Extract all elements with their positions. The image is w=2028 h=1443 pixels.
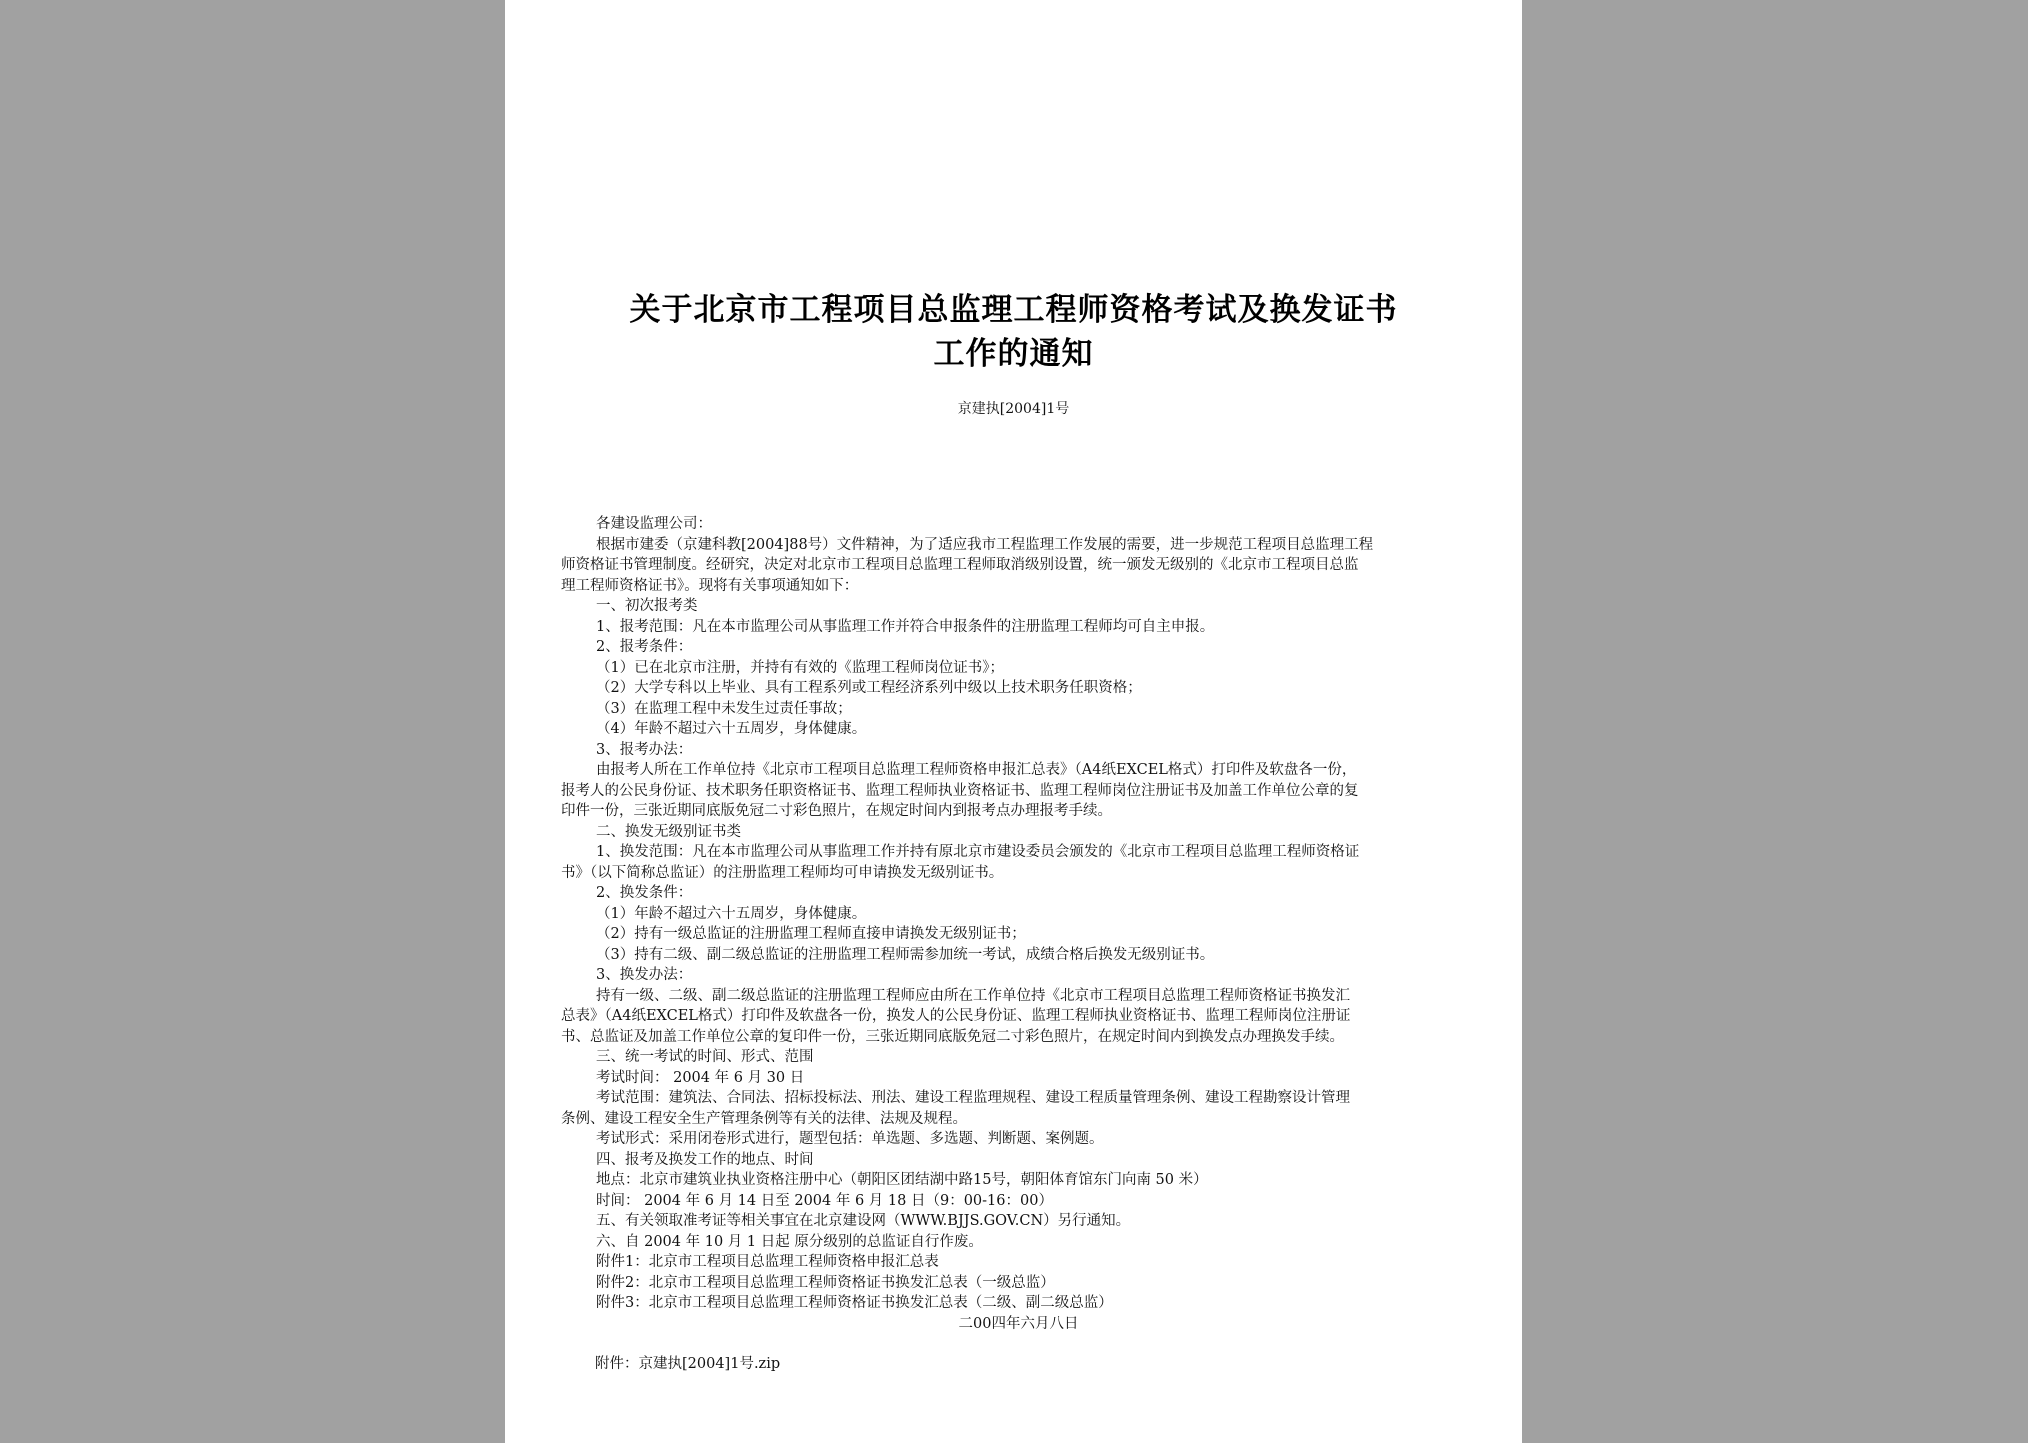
body-line: 1、换发范围：凡在本市监理公司从事监理工作并持有原北京市建设委员会颁发的《北京市工程项目总监理工程师资格证 — [596, 844, 1360, 860]
body-line: 2、报考条件： — [596, 639, 693, 655]
body-line: 二00四年六月八日 — [958, 1315, 1079, 1332]
body-line: 考试时间： 2004 年 6 月 30 日 — [596, 1069, 805, 1086]
body-line: 总表》（A4纸EXCEL格式）打印件及软盘各一份，换发人的公民身份证、监理工程师执业资格证书、监理工程师岗位注册证 — [561, 1008, 1351, 1024]
body-line: 附件1：北京市工程项目总监理工程师资格申报汇总表 — [596, 1254, 939, 1270]
body-line: （3）在监理工程中未发生过责任事故； — [596, 700, 852, 717]
body-line: 理工程师资格证书》。现将有关事项通知如下： — [561, 577, 859, 594]
body-line: 书》（以下简称总监证）的注册监理工程师均可申请换发无级别证书。 — [561, 864, 1004, 881]
document-body — [561, 514, 1476, 1334]
body-line: 一、初次报考类 — [596, 598, 698, 614]
document-page — [505, 0, 1522, 1443]
body-line: 三、统一考试的时间、形式、范围 — [596, 1049, 814, 1065]
attachment-file-link[interactable]: 京建执[2004]1号.zip — [638, 1356, 781, 1372]
body-line: 地点：北京市建筑业执业资格注册中心（朝阳区团结湖中路15号，朝阳体育馆东门向南 50 米） — [596, 1172, 1208, 1188]
body-line: （2）大学专科以上毕业、具有工程系列或工程经济系列中级以上技术职务任职资格； — [596, 680, 1142, 696]
body-line: 报考人的公民身份证、技术职务任职资格证书、监理工程师执业资格证书、监理工程师岗位注册证书及加盖工作单位公章的复 — [561, 782, 1359, 799]
body-line: 印件一份，三张近期同底版免冠二寸彩色照片，在规定时间内到报考点办理报考手续。 — [561, 803, 1112, 819]
body-line: 3、报考办法： — [596, 741, 693, 758]
body-line: 条例、建设工程安全生产管理条例等有关的法律、法规及规程。 — [561, 1110, 967, 1127]
body-line: 各建设监理公司： — [596, 516, 712, 532]
body-line: 1、报考范围：凡在本市监理公司从事监理工作并符合申报条件的注册监理工程师均可自主申报。 — [596, 618, 1215, 635]
body-line: 由报考人所在工作单位持《北京市工程项目总监理工程师资格申报汇总表》（A4纸EXCEL格式）打印件及软盘各一份， — [596, 762, 1357, 778]
body-line: 二、换发无级别证书类 — [596, 823, 741, 840]
title-line-2: 工作的通知 — [933, 336, 1094, 372]
body-line: （4）年龄不超过六十五周岁，身体健康。 — [596, 721, 867, 737]
title-line-1: 关于北京市工程项目总监理工程师资格考试及换发证书 — [629, 292, 1398, 328]
body-line: 师资格证书管理制度。经研究，决定对北京市工程项目总监理工程师取消级别设置，统一颁发无级别的《北京市工程项目总监 — [561, 557, 1359, 573]
body-line: 书、总监证及加盖工作单位公章的复印件一份，三张近期同底版免冠二寸彩色照片，在规定时间内到换发点办理换发手续。 — [561, 1028, 1344, 1045]
attachment-link-row[interactable] — [595, 1354, 780, 1374]
body-line: （3）持有二级、副二级总监证的注册监理工程师需参加统一考试，成绩合格后换发无级别证书。 — [596, 946, 1215, 963]
body-line: 持有一级、二级、副二级总监证的注册监理工程师应由所在工作单位持《北京市工程项目总监理工程师资格证书换发汇 — [596, 987, 1350, 1004]
body-line: 时间： 2004 年 6 月 14 日至 2004 年 6 月 18 日（9：00-16：00） — [596, 1192, 1053, 1209]
document-title — [555, 288, 1472, 376]
body-line: 考试形式：采用闭卷形式进行，题型包括：单选题、多选题、判断题、案例题。 — [596, 1131, 1104, 1147]
body-line: （1）已在北京市注册，并持有有效的《监理工程师岗位证书》； — [596, 659, 1004, 676]
body-line: 附件3：北京市工程项目总监理工程师资格证书换发汇总表（二级、副二级总监） — [596, 1295, 1113, 1311]
body-line: 3、换发办法： — [596, 967, 693, 983]
body-line: 六、自 2004 年 10 月 1 日起 原分级别的总监证自行作废。 — [596, 1233, 983, 1250]
body-line: （1）年龄不超过六十五周岁，身体健康。 — [596, 905, 867, 922]
attachment-label: 附件： — [595, 1356, 639, 1372]
body-line: （2）持有一级总监证的注册监理工程师直接申请换发无级别证书； — [596, 926, 1026, 942]
body-line: 五、有关领取准考证等相关事宜在北京建设网（WWW.BJJS.GOV.CN）另行通知。 — [596, 1213, 1131, 1229]
body-line: 根据市建委（京建科教[2004]88号）文件精神，为了适应我市工程监理工作发展的需要，进一步规范工程项目总监理工程 — [596, 536, 1374, 553]
body-line: 考试范围：建筑法、合同法、招标投标法、刑法、建设工程监理规程、建设工程质量管理条例、建设工程勘察设计管理 — [596, 1090, 1350, 1106]
body-line: 附件2：北京市工程项目总监理工程师资格证书换发汇总表（一级总监） — [596, 1274, 1055, 1291]
document-number: 京建执[2004]1号 — [957, 401, 1070, 417]
body-line: 2、换发条件： — [596, 885, 693, 901]
body-line: 四、报考及换发工作的地点、时间 — [596, 1151, 814, 1168]
